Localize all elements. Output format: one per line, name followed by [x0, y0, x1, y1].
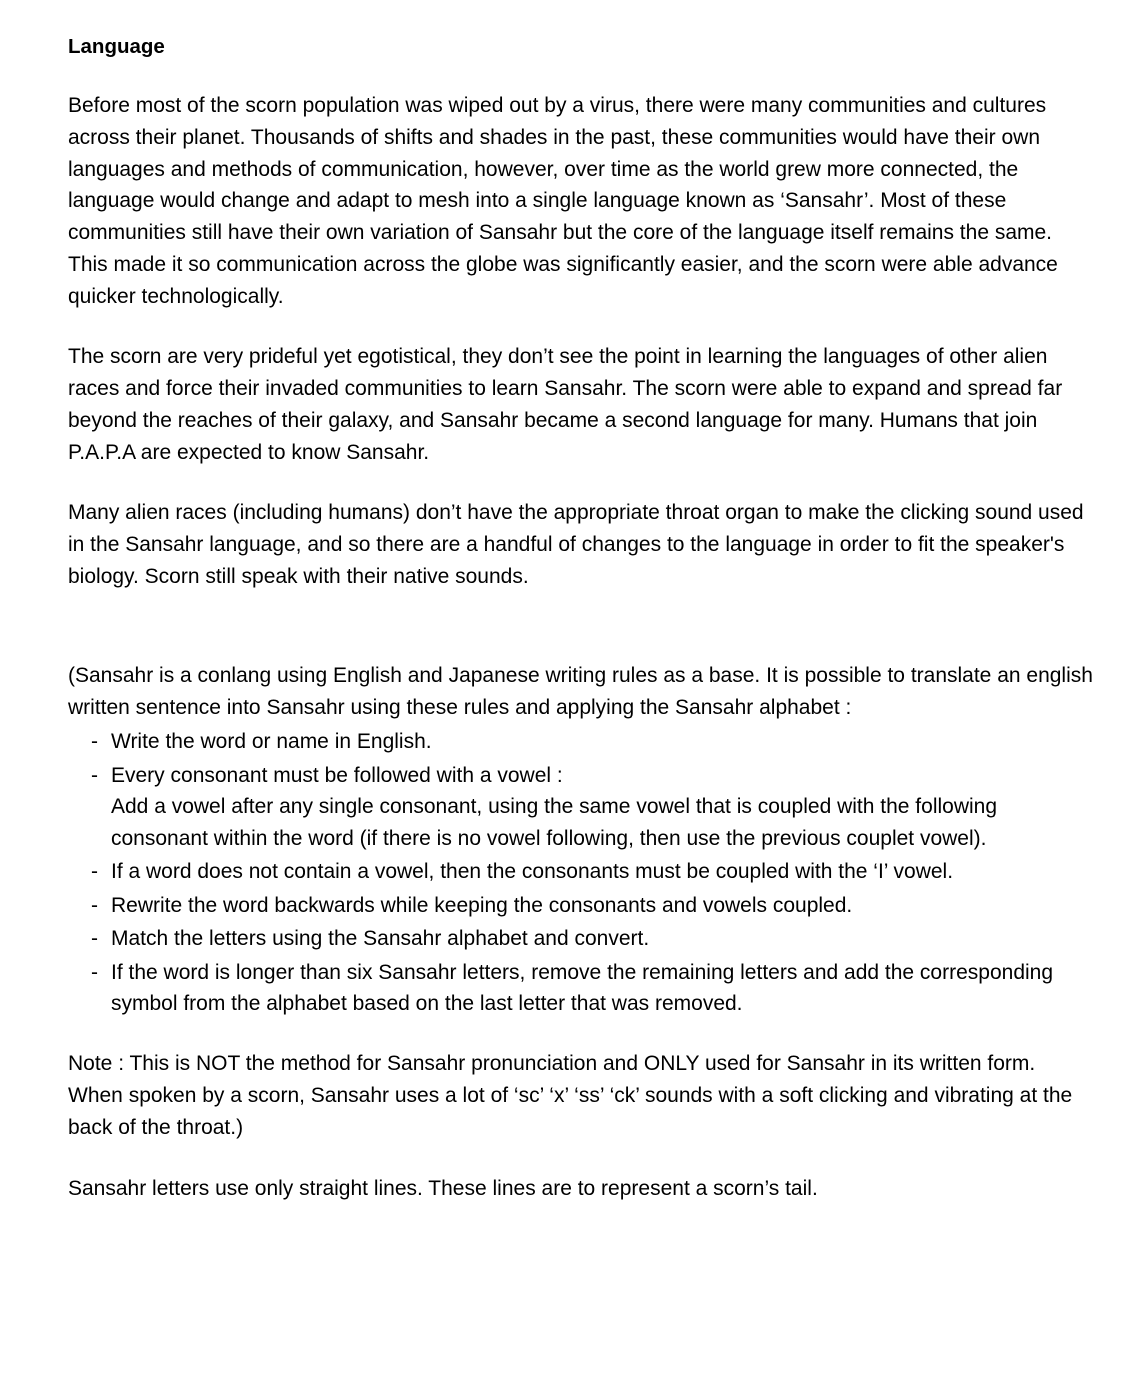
list-item-label: Every consonant must be followed with a vowel : [111, 763, 563, 787]
list-item [68, 955, 1078, 1020]
rules-list [68, 724, 1078, 1020]
list-item [68, 888, 1078, 922]
list-item-label: Write the word or name in English. [111, 730, 432, 754]
list-marker: - [91, 893, 98, 917]
page-title: Language [68, 35, 165, 58]
list-marker: - [91, 730, 98, 754]
list-item-label: Match the letters using the Sansahr alphabet and convert. [111, 927, 650, 951]
list-item-sublabel: Add a vowel after any single consonant, using the same vowel that is coupled with the following consonant within the word (if there is no vowel following, then use the previous couplet vowel). [111, 795, 998, 850]
paragraph-throat-organ: Many alien races (including humans) don’t have the appropriate throat organ to make the clicking sound used in the Sansahr language, and so there are a handful of changes to the language in order to fit the speaker's biology. Scorn still speak with their native sounds. [68, 500, 1084, 588]
paragraph-intro: Before most of the scorn population was wiped out by a virus, there were many communities and cultures across their planet. Thousands of shifts and shades in the past, these communities would have their own languages and methods of communication, however, over time as the world grew more connected, the language would change and adapt to mesh into a single language known as ‘Sansahr’. Most of these communities still have their own variation of Sansahr but the core of the language itself remains the same. This made it so communication across the globe was significantly easier, and the scorn were able advance quicker technologically. [68, 93, 1058, 309]
paragraph-note-2: When spoken by a scorn, Sansahr uses a lot of ‘sc’ ‘x’ ‘ss’ ‘ck’ sounds with a soft clicking and vibrating at the back of the throat.) [68, 1083, 1073, 1139]
paragraph-note-1: Note : This is NOT the method for Sansahr pronunciation and ONLY used for Sansahr in its written form. [68, 1051, 1036, 1075]
list-item-label: If a word does not contain a vowel, then the consonants must be coupled with the ‘I’ vowel. [111, 860, 954, 884]
paragraph-closing: Sansahr letters use only straight lines. These lines are to represent a scorn’s tail. [68, 1177, 818, 1201]
list-item [68, 854, 1078, 888]
list-marker: - [91, 860, 98, 884]
list-item [68, 724, 1078, 758]
section-spacer [68, 592, 1096, 632]
list-item-label: Rewrite the word backwards while keeping the consonants and vowels coupled. [111, 893, 853, 917]
list-item [68, 758, 1078, 855]
list-marker: - [91, 927, 98, 951]
list-item [68, 921, 1078, 955]
list-marker: - [91, 960, 98, 984]
paragraph-prideful: The scorn are very prideful yet egotistical, they don’t see the point in learning the languages of other alien races and force their invaded communities to learn Sansahr. The scorn were able to expand and spread far beyond the reaches of their galaxy, and Sansahr became a second language for many. Humans that join P.A.P.A are expected to know Sansahr. [68, 345, 1063, 464]
list-item-label: If the word is longer than six Sansahr letters, remove the remaining letters and add the corresponding symbol from the alphabet based on the last letter that was removed. [111, 960, 1054, 1016]
paragraph-conlang-intro: (Sansahr is a conlang using English and Japanese writing rules as a base. It is possible to translate an english written sentence into Sansahr using these rules and applying the Sansahr alphabet : [68, 664, 1093, 720]
list-marker: - [91, 763, 98, 787]
